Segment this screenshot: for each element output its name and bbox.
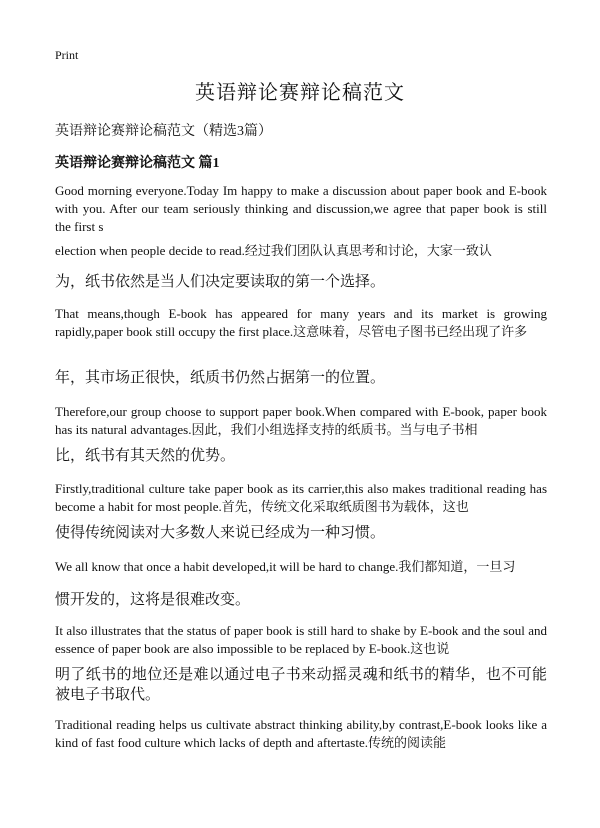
document-title: 英语辩论赛辩论稿范文: [195, 82, 405, 104]
paragraph: 比，纸书有其天然的优势。: [55, 448, 236, 464]
section-heading: 英语辩论赛辩论稿范文 篇1: [55, 156, 220, 171]
paragraph: It also illustrates that the status of paper book is still hard to shake by E-book and the soul and essence of paper book are also impossible to be replaced by E-book.这也说: [55, 623, 547, 656]
paragraph: That means,though E-book has appeared for many years and its market is growing rapidly,paper book still occupy the first place.这意味着，尽管电子图书已经出现了许多: [55, 306, 547, 339]
paragraph: 明了纸书的地位还是难以通过电子书来动摇灵魂和纸书的精华，也不可能被电子书取代。: [55, 667, 547, 703]
paragraph: 使得传统阅读对大多数人来说已经成为一种习惯。: [55, 525, 386, 541]
document-subtitle: 英语辩论赛辩论稿范文（精选3篇）: [55, 124, 272, 139]
paragraph: Good morning everyone.Today Im happy to make a discussion about paper book and E-book with you. After our team seriously thinking and discussion,we agree that paper book is still the first s: [55, 183, 547, 234]
paragraph: 年，其市场正很快，纸质书仍然占据第一的位置。: [55, 370, 386, 386]
print-label[interactable]: Print: [55, 48, 79, 62]
paragraph: election when people decide to read.经过我们团队认真思考和讨论，大家一致认: [55, 243, 492, 258]
paragraph: Therefore,our group choose to support paper book.When compared with E-book, paper book has its natural advantages.因此，我们小组选择支持的纸质书。当与电子书相: [55, 404, 547, 437]
paragraph: 为，纸书依然是当人们决定要读取的第一个选择。: [55, 274, 386, 290]
paragraph: 惯开发的，这将是很难改变。: [55, 592, 251, 608]
paragraph: We all know that once a habit developed,it will be hard to change.我们都知道，一旦习: [55, 559, 516, 574]
paragraph: Firstly,traditional culture take paper book as its carrier,this also makes traditional reading has become a habit for most people.首先，传统文化采取纸质图书为载体，这也: [55, 481, 547, 514]
paragraph: Traditional reading helps us cultivate abstract thinking ability,by contrast,E-book looks like a kind of fast food culture which lacks of depth and aftertaste.传统的阅读能: [55, 717, 547, 750]
